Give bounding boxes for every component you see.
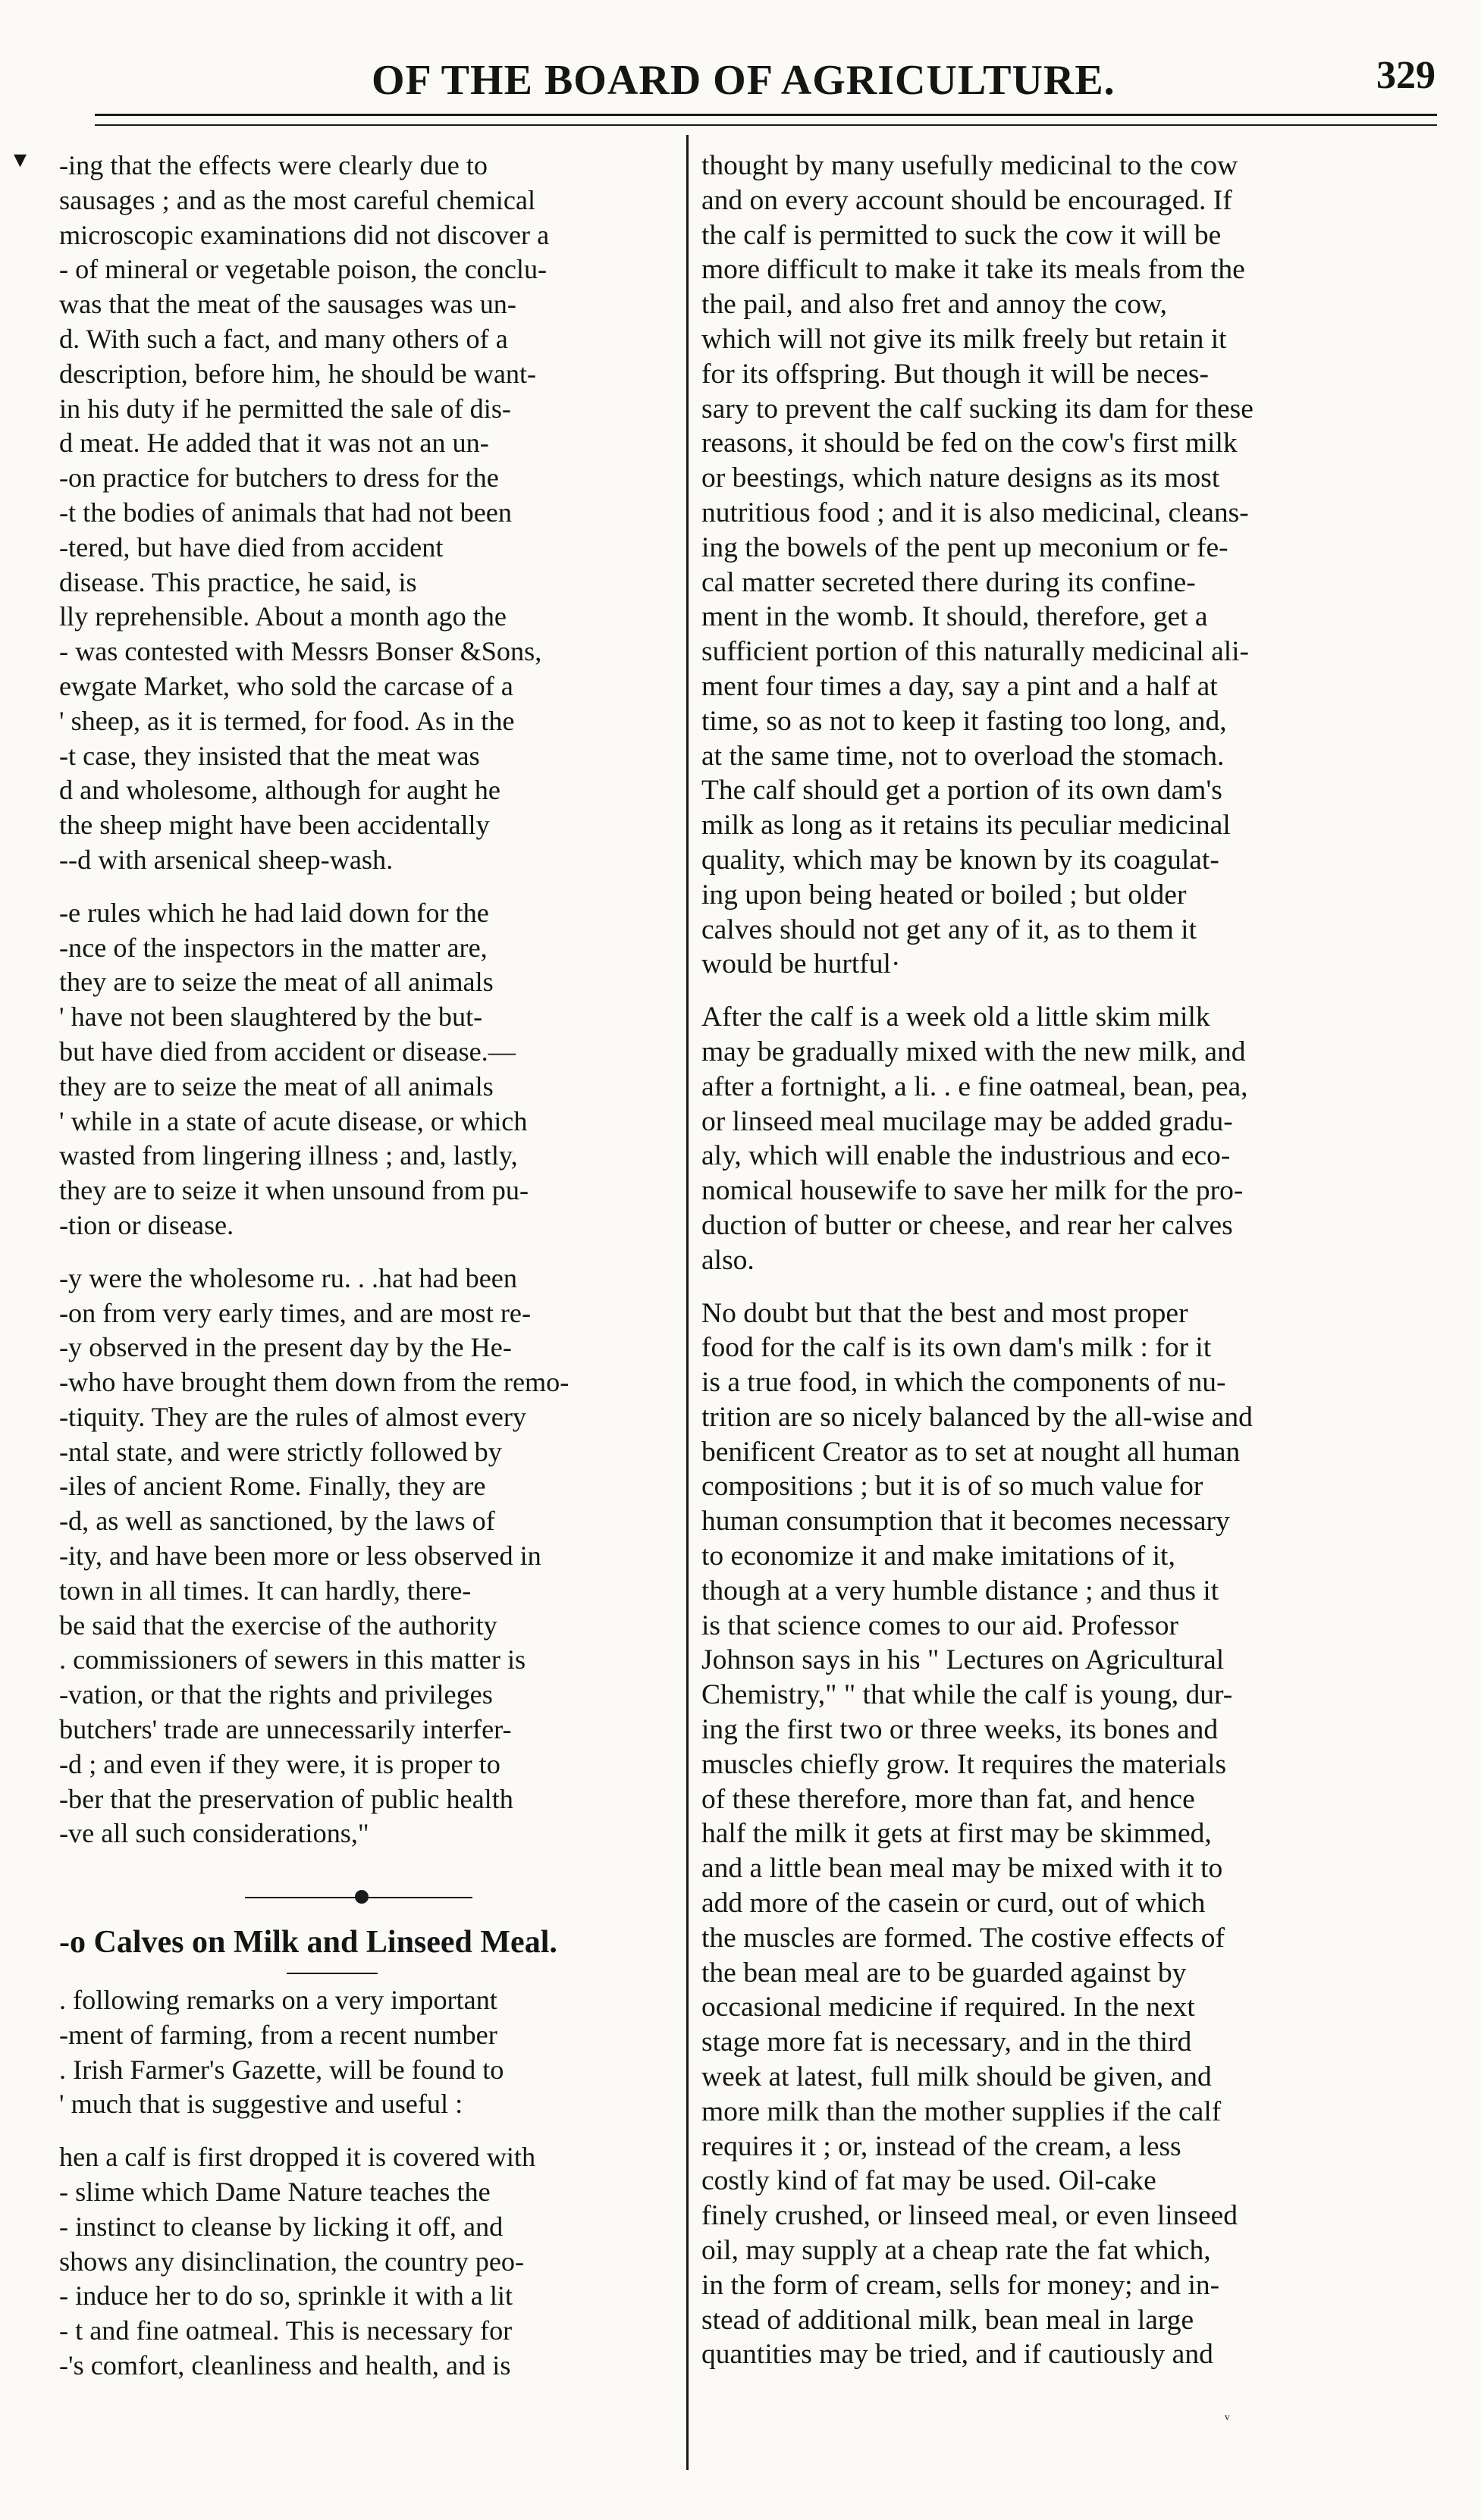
paragraph: [701, 1296, 1431, 2373]
header-rule-bottom: [95, 124, 1437, 126]
text-line: microscopic examinations did not discover a: [59, 219, 550, 250]
text-line: Chemistry," " that while the calf is young, dur-: [701, 1679, 1233, 1711]
text-line: sausages ; and as the most careful chemical: [59, 184, 536, 215]
text-line: nutritious food ; and it is also medicinal, cleans-: [701, 497, 1249, 528]
text-line: The calf should get a portion of its own dam's: [701, 775, 1222, 807]
text-line: to economize it and make imitations of it,: [701, 1541, 1175, 1572]
text-line: -y were the wholesome ru. . .hat had been: [59, 1262, 517, 1293]
text-line: -ber that the preservation of public health: [59, 1783, 513, 1814]
section-divider: [59, 1880, 643, 1920]
text-line: though at a very humble distance ; and thus it: [701, 1575, 1219, 1606]
text-line: Johnson says in his " Lectures on Agricultural: [701, 1644, 1225, 1676]
text-line: d and wholesome, although for aught he: [59, 775, 500, 806]
text-line: -tiquity. They are the rules of almost every: [59, 1401, 526, 1432]
text-line: ment four times a day, say a pint and a half at: [701, 670, 1218, 702]
header-rule-top: [95, 114, 1437, 116]
text-line: nomical housewife to save her milk for the pro-: [701, 1175, 1244, 1207]
text-line: costly kind of fat may be used. Oil-cake: [701, 2165, 1156, 2197]
text-line: - induce her to do so, sprinkle it with a lit: [59, 2280, 513, 2312]
text-line: the calf is permitted to suck the cow it will be: [701, 219, 1222, 251]
text-line: more difficult to make it take its meals from the: [701, 254, 1245, 286]
text-line: -ve all such considerations,": [59, 1818, 369, 1849]
text-line: in the form of cream, sells for money; and in-: [701, 2269, 1220, 2301]
text-line: is a true food, in which the components of nu-: [701, 1367, 1226, 1399]
text-line: ing upon being heated or boiled ; but older: [701, 879, 1187, 911]
text-line: shows any disinclination, the country peo-: [59, 2246, 525, 2277]
text-line: they are to seize the meat of all animals: [59, 967, 494, 998]
text-line: more milk than the mother supplies if the calf: [701, 2095, 1222, 2127]
text-line: . commissioners of sewers in this matter is: [59, 1644, 526, 1675]
text-line: quantities may be tried, and if cautiously and: [701, 2339, 1213, 2371]
text-line: week at latest, full milk should be given, and: [701, 2061, 1212, 2093]
text-line: -y observed in the present day by the He-: [59, 1332, 512, 1363]
text-line: is that science comes to our aid. Professor: [701, 1609, 1179, 1641]
text-line: -tion or disease.: [59, 1209, 234, 1240]
text-line: the pail, and also fret and annoy the cow,: [701, 289, 1168, 321]
text-line: trition are so nicely balanced by the all-wise and: [701, 1401, 1253, 1433]
text-line: half the milk it gets at first may be skimmed,: [701, 1818, 1212, 1850]
text-line: they are to seize the meat of all animals: [59, 1070, 494, 1102]
text-line: aly, which will enable the industrious and eco-: [701, 1140, 1231, 1172]
running-title: OF THE BOARD OF AGRICULTURE.: [372, 57, 1115, 104]
text-line: --d with arsenical sheep-wash.: [59, 844, 394, 875]
text-line: - of mineral or vegetable poison, the conclu-: [59, 254, 548, 285]
text-line: . Irish Farmer's Gazette, will be found to: [59, 2054, 504, 2085]
text-line: description, before him, he should be want-: [59, 358, 537, 389]
page-header: [45, 45, 1436, 114]
text-line: -ntal state, and were strictly followed by: [59, 1436, 502, 1467]
paragraph: [701, 149, 1431, 982]
text-line: after a fortnight, a li. . e fine oatmeal, bean, pea,: [701, 1070, 1248, 1102]
text-line: time, so as not to keep it fasting too long, and,: [701, 705, 1227, 737]
text-line: -ment of farming, from a recent number: [59, 2019, 497, 2050]
text-line: sary to prevent the calf sucking its dam for these: [701, 393, 1254, 425]
text-line: the sheep might have been accidentally: [59, 810, 490, 841]
text-line: ing the first two or three weeks, its bones and: [701, 1714, 1219, 1746]
text-line: - slime which Dame Nature teaches the: [59, 2177, 491, 2208]
text-line: hen a calf is first dropped it is covered with: [59, 2142, 536, 2173]
text-line: which will not give its milk freely but retain it: [701, 323, 1227, 355]
stray-print-mark: ▾: [14, 146, 27, 174]
text-line: calves should not get any of it, as to them it: [701, 914, 1197, 945]
text-line: No doubt but that the best and most proper: [701, 1297, 1188, 1329]
text-line: town in all times. It can hardly, there-: [59, 1575, 472, 1606]
text-line: ment in the womb. It should, therefore, get a: [701, 601, 1208, 633]
column-divider: [686, 135, 689, 2470]
text-line: -d, as well as sanctioned, by the laws of: [59, 1506, 495, 1537]
text-line: also.: [701, 1244, 755, 1276]
paragraph: [59, 1983, 643, 2122]
text-line: ' much that is suggestive and useful :: [59, 2089, 463, 2120]
text-line: may be gradually mixed with the new milk, and: [701, 1036, 1246, 1067]
text-line: wasted from lingering illness ; and, lastly,: [59, 1140, 518, 1171]
text-line: - t and fine oatmeal. This is necessary for: [59, 2315, 513, 2346]
text-line: quality, which may be known by its coagulat-: [701, 844, 1219, 876]
text-line: sufficient portion of this naturally medicinal ali-: [701, 636, 1250, 668]
text-line: cal matter secreted there during its confine-: [701, 566, 1196, 598]
text-line: - was contested with Messrs Bonser &Sons,: [59, 636, 542, 667]
text-line: and a little bean meal may be mixed with it to: [701, 1853, 1223, 1885]
text-line: After the calf is a week old a little skim milk: [701, 1001, 1210, 1033]
text-line: benificent Creator as to set at nought all human: [701, 1436, 1241, 1468]
text-line: of these therefore, more than fat, and hence: [701, 1783, 1195, 1815]
paragraph: [59, 1262, 643, 1852]
text-line: milk as long as it retains its peculiar medicinal: [701, 810, 1231, 842]
text-line: ing the bowels of the pent up meconium or fe-: [701, 531, 1228, 563]
heading-underline: [287, 1973, 378, 1974]
text-line: or linseed meal mucilage may be added gradu-: [701, 1105, 1233, 1137]
text-line: lly reprehensible. About a month ago the: [59, 601, 507, 632]
text-line: -tered, but have died from accident: [59, 531, 444, 563]
left-column: [59, 149, 643, 2468]
text-line: - instinct to cleanse by licking it off, and: [59, 2211, 504, 2242]
text-line: d. With such a fact, and many others of a: [59, 323, 508, 354]
text-line: at the same time, not to overload the stomach.: [701, 740, 1225, 772]
text-line: reasons, it should be fed on the cow's first milk: [701, 428, 1238, 459]
text-line: duction of butter or cheese, and rear her calves: [701, 1209, 1233, 1241]
text-line: was that the meat of the sausages was un-: [59, 289, 516, 320]
text-line: -t the bodies of animals that had not been: [59, 497, 512, 528]
text-line: be said that the exercise of the authority: [59, 1609, 497, 1641]
text-line: the muscles are formed. The costive effects of: [701, 1922, 1225, 1954]
text-line: -e rules which he had laid down for the: [59, 897, 489, 928]
text-line: -iles of ancient Rome. Finally, they are: [59, 1471, 486, 1502]
text-line: add more of the casein or curd, out of which: [701, 1888, 1206, 1920]
text-line: -on practice for butchers to dress for the: [59, 462, 499, 494]
text-line: muscles chiefly grow. It requires the materials: [701, 1748, 1227, 1780]
text-line: butchers' trade are unnecessarily interfer-: [59, 1714, 512, 1745]
text-line: finely crushed, or linseed meal, or even linseed: [701, 2200, 1238, 2232]
text-line: food for the calf is its own dam's milk : for it: [701, 1332, 1212, 1364]
text-line: ' sheep, as it is termed, for food. As in the: [59, 705, 515, 736]
text-line: -who have brought them down from the remo-: [59, 1367, 569, 1398]
text-line: disease. This practice, he said, is: [59, 566, 417, 597]
text-line: ' while in a state of acute disease, or which: [59, 1105, 528, 1136]
paragraph: [59, 896, 643, 1243]
text-line: -nce of the inspectors in the matter are,: [59, 932, 488, 963]
text-line: but have died from accident or disease.—: [59, 1036, 516, 1067]
text-line: or beestings, which nature designs as its most: [701, 462, 1220, 494]
text-line: d meat. He added that it was not an un-: [59, 428, 489, 459]
text-line: they are to seize it when unsound from pu-: [59, 1175, 529, 1206]
text-line: ' have not been slaughtered by the but-: [59, 1001, 483, 1033]
text-line: . following remarks on a very important: [59, 1985, 497, 2016]
text-line: in his duty if he permitted the sale of dis-: [59, 393, 511, 424]
text-line: -on from very early times, and are most re-: [59, 1297, 531, 1328]
section-heading: -o Calves on Milk and Linseed Meal.: [59, 1925, 557, 1961]
text-line: -ing that the effects were clearly due to: [59, 150, 488, 180]
text-line: compositions ; but it is of so much value for: [701, 1471, 1203, 1503]
text-line: and on every account should be encouraged. If: [701, 184, 1232, 216]
paragraph: [701, 1000, 1431, 1277]
text-line: -t case, they insisted that the meat was: [59, 740, 480, 771]
text-line: occasional medicine if required. In the next: [701, 1992, 1195, 2023]
paragraph: [59, 149, 643, 878]
text-line: ewgate Market, who sold the carcase of a: [59, 670, 513, 701]
text-line: thought by many usefully medicinal to the cow: [701, 150, 1238, 181]
text-line: oil, may supply at a cheap rate the fat which,: [701, 2235, 1211, 2267]
text-line: the bean meal are to be guarded against by: [701, 1957, 1187, 1989]
text-line: would be hurtful·: [701, 948, 901, 980]
right-column: [701, 149, 1431, 2468]
text-line: for its offspring. But though it will be neces-: [701, 358, 1210, 390]
text-line: stage more fat is necessary, and in the third: [701, 2026, 1192, 2058]
text-line: stead of additional milk, bean meal in large: [701, 2304, 1194, 2336]
text-line: -ity, and have been more or less observed in: [59, 1541, 541, 1572]
text-line: requires it ; or, instead of the cream, a less: [701, 2130, 1181, 2162]
divider-ornament: [355, 1890, 369, 1904]
page-number: 329: [1376, 54, 1436, 97]
footer-mark: ᵥ: [1225, 2403, 1230, 2422]
paragraph: [59, 2140, 643, 2384]
text-line: -vation, or that the rights and privileges: [59, 1679, 493, 1710]
text-line: human consumption that it becomes necessary: [701, 1506, 1230, 1537]
text-line: -'s comfort, cleanliness and health, and is: [59, 2350, 511, 2381]
text-line: -d ; and even if they were, it is proper to: [59, 1748, 500, 1779]
